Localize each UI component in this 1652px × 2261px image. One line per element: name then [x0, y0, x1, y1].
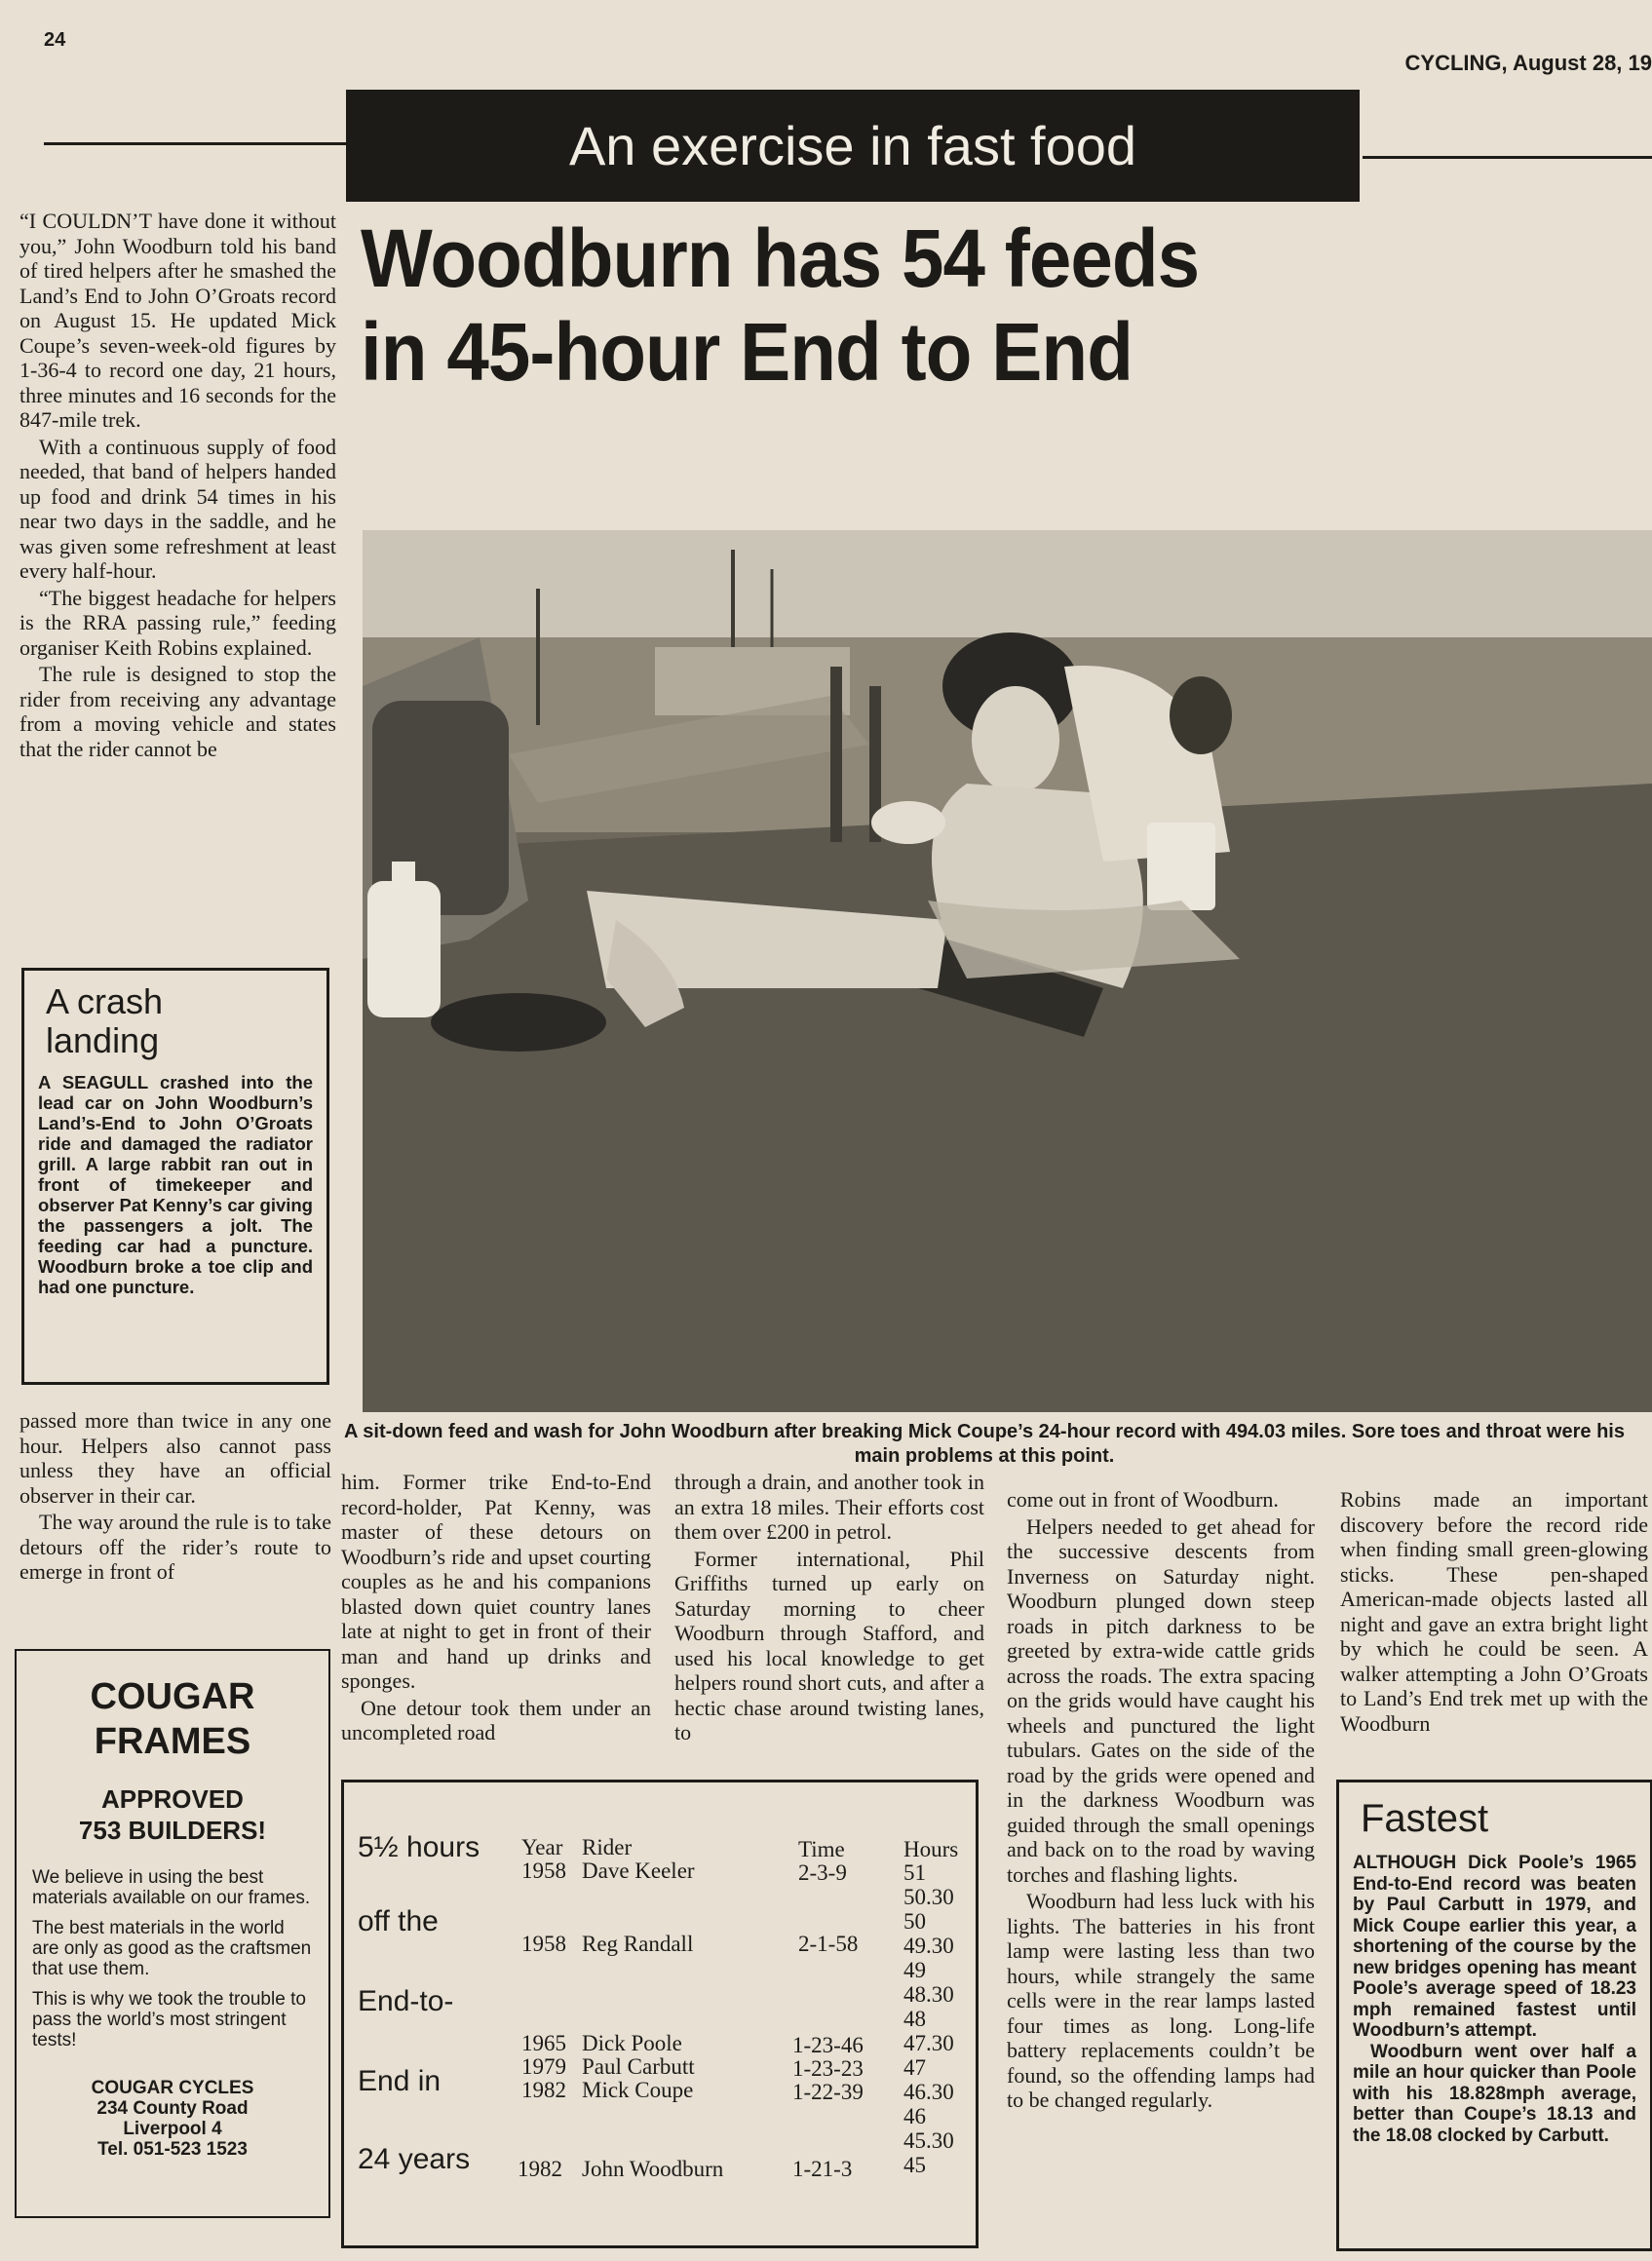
hours-scale-value: 45 [903, 2153, 926, 2177]
advert-paragraph: The best materials in the world are only as good as the craftsmen that use them. [32, 1918, 312, 1979]
intro-paragraph: “The biggest headache for helpers is the RRA passing rule,” feeding organiser Keith Robins explained. [19, 585, 336, 660]
hours-scale-value: 48 [903, 2007, 926, 2031]
body-paragraph: Robins made an important discovery before the record ride when finding small green-glowing sticks. These pen-shaped American-made objects lasted all night and gave an extra bright light by which he could be seen. A walker attempting a John O’Groats to Land’s End trek met up with the Woodburn [1340, 1487, 1648, 1736]
table-cell-time: 1-21-3 [792, 2157, 853, 2181]
table-cell-time: 1-23-46 [792, 2033, 864, 2057]
hours-scale-value: 50 [903, 1909, 926, 1934]
table-header-rider: Rider [582, 1835, 633, 1859]
advert-address-line: Tel. 051-523 1523 [97, 2139, 248, 2160]
table-cell-year: 1982 [518, 2157, 562, 2181]
intro-paragraph: With a continuous supply of food needed, that band of helpers handed up food and drink 54 times in his near two days in the saddle, and he was given some refreshment at least every half-hour. [19, 434, 336, 583]
records-table-box [341, 1780, 979, 2248]
intro-paragraph: “I COULDN’T have done it without you,” John Woodburn told his band of tired helpers after he smashed the Land’s End to John O’Groats record on August 15. He updated Mick Coupe’s seven-week-old figures by 1-36-4 to record one day, 21 hours, three minutes and 16 seconds for the 847-mile trek. [19, 209, 336, 432]
table-header-hours: Hours [903, 1837, 959, 1861]
crash-box-body: A SEAGULL crashed into the lead car on John Woodburn’s Land’s-End to John O’Groats ride and damaged the radiator grill. A large rabbit ran out in front of timekeeper and observer Pat Kenny’s car giving the passengers a jolt. The feeding car had a puncture. Woodburn broke a toe clip and had one puncture. [38, 1072, 313, 1297]
body-paragraph: Former international, Phil Griffiths turned up early on Saturday morning to cheer Woodburn through Stafford, and used his local knowledge to get helpers round short cuts, and after a hectic chase around twisting lanes, to [674, 1546, 984, 1744]
headline-line-2: in 45-hour End to End [361, 305, 1133, 398]
feeding-photo [363, 530, 1652, 1412]
advert-subtitle-line: APPROVED [101, 1784, 244, 1814]
body-column-3 [1007, 1487, 1315, 2115]
body-paragraph: Helpers needed to get ahead for the successive descents from Inverness on Saturday night. Woodburn plunged down steep roads in pitch darkness to be greeted by extra-wide cattle grids across the roads. The extra spacing on the grids would have caught his wheels and punctured the light tubulars. Gates on the side of the road by the grids were opened and in the darkness Woodburn was guided through the small openings and back on to the road by waving torches and flashing lights. [1007, 1514, 1315, 1887]
table-cell-year: 1979 [521, 2054, 566, 2079]
body-paragraph: through a drain, and another took in an extra 18 miles. Their efforts cost them over £200 in petrol. [674, 1470, 984, 1544]
fastest-box-body [1353, 1853, 1636, 2146]
body-column-1 [341, 1470, 651, 1747]
body-paragraph: One detour took them under an uncompleted road [341, 1695, 651, 1744]
hours-scale [903, 1860, 954, 2177]
intro-paragraph: The rule is designed to stop the rider from receiving any advantage from a moving vehicle and states that the rider cannot be [19, 662, 336, 761]
page-number: 24 [44, 29, 66, 51]
hours-scale-value: 47.30 [903, 2031, 954, 2055]
hours-scale-value: 50.30 [903, 1885, 954, 1909]
table-cell-time: 1-23-23 [792, 2056, 864, 2081]
table-cell-rider: Dick Poole [582, 2031, 682, 2055]
body-paragraph: him. Former trike End-to-End record-holder, Pat Kenny, was master of these detours on Woodburn’s ride and upset courting couples as he and his companions blasted down quiet country lanes late at night to get in front of their man and hand up drinks and sponges. [341, 1470, 651, 1693]
kicker-banner: An exercise in fast food [346, 90, 1360, 202]
hours-scale-value: 49 [903, 1958, 926, 1982]
advert-subtitle-line: 753 BUILDERS! [78, 1816, 267, 1845]
crash-box-title [46, 982, 327, 1060]
left-column-continued [19, 1408, 331, 1587]
fastest-paragraph: ALTHOUGH Dick Poole’s 1965 End-to-End record was beaten by Paul Carbutt in 1979, and Mick Coupe earlier this year, a shortening of the course by the new bridges opening has meant Poole’s average speed of 18.23 mph remained fastest until Woodburn’s attempt. [1353, 1853, 1636, 2041]
table-side-text: 24 years [358, 2143, 471, 2175]
fastest-box [1336, 1780, 1652, 2251]
hours-scale-value: 49.30 [903, 1934, 954, 1958]
photo-illustration [363, 530, 1652, 1412]
table-cell-year: 1958 [521, 1859, 566, 1883]
table-cell-time: 1-22-39 [792, 2080, 864, 2104]
crash-box-title-line: A crash [46, 981, 164, 1021]
advert-text [32, 1867, 313, 2050]
table-cell-time: 2-3-9 [798, 1860, 847, 1885]
advert-subtitle [17, 1783, 328, 1846]
intro-column [19, 209, 336, 763]
table-cell-year: 1965 [521, 2031, 566, 2055]
advert-address-line: 234 County Road [96, 2098, 249, 2119]
headline [361, 212, 1539, 400]
advert-address [17, 2078, 328, 2160]
hours-scale-value: 45.30 [903, 2128, 954, 2153]
advert-brand-line: FRAMES [94, 1721, 251, 1762]
photo-caption: A sit-down feed and wash for John Woodburn after breaking Mick Coupe’s 24-hour record with 494.03 miles. Sore toes and throat were his main problems at this point. [344, 1421, 1625, 1467]
table-side-text: End in [358, 2065, 442, 2097]
body-paragraph: Woodburn had less luck with his lights. The batteries in his front lamp were lasting less than two hours, while strangely the same cells were in the rear lamps lasted four times as long. Long-life battery replacements couldn’t be found, so the offending lamps had to be changed regularly. [1007, 1889, 1315, 2112]
cougar-frames-advert [15, 1649, 330, 2218]
table-cell-rider: Paul Carbutt [582, 2054, 695, 2079]
advert-brand-line: COUGAR [90, 1676, 255, 1717]
table-header-year: Year [521, 1835, 563, 1859]
body-paragraph: The way around the rule is to take detours off the rider’s route to emerge in front of [19, 1510, 331, 1584]
advert-address-line: Liverpool 4 [123, 2119, 222, 2139]
dateline: CYCLING, August 28, 19 [1404, 51, 1652, 75]
header-rule-left [44, 142, 346, 145]
table-cell-rider: John Woodburn [582, 2157, 724, 2181]
table-cell-time: 2-1-58 [798, 1932, 859, 1956]
hours-scale-value: 46.30 [903, 2080, 954, 2104]
body-column-2 [674, 1470, 984, 1747]
advert-paragraph: We believe in using the best materials available on our frames. [32, 1867, 311, 1908]
crash-box-title-line: landing [46, 1020, 160, 1060]
headline-line-1: Woodburn has 54 feeds [361, 212, 1200, 304]
table-side-text: End-to- [358, 1985, 454, 2017]
table-cell-rider: Dave Keeler [582, 1859, 695, 1883]
hours-scale-value: 48.30 [903, 1982, 954, 2007]
header-rule-right [1363, 156, 1652, 159]
table-side-text: 5½ hours [358, 1831, 480, 1863]
body-paragraph: come out in front of Woodburn. [1007, 1487, 1279, 1512]
crash-landing-box [21, 968, 329, 1385]
hours-scale-value: 46 [903, 2104, 926, 2128]
table-side-text: off the [358, 1905, 439, 1937]
fastest-paragraph: Woodburn went over half a mile an hour quicker than Poole with his 18.828mph average, better than Coupe’s 18.13 and the 18.08 clocked by Carbutt. [1353, 2041, 1636, 2146]
advert-paragraph: This is why we took the trouble to pass the world’s most stringent tests! [32, 1989, 306, 2050]
body-paragraph: passed more than twice in any one hour. Helpers also cannot pass unless they have an official observer in their car. [19, 1408, 331, 1508]
table-cell-rider: Reg Randall [582, 1932, 694, 1956]
hours-scale-value: 47 [903, 2055, 926, 2080]
advert-brand [17, 1674, 328, 1764]
table-cell-rider: Mick Coupe [582, 2078, 694, 2102]
table-header-time: Time [798, 1837, 845, 1861]
advert-address-line: COUGAR CYCLES [91, 2078, 254, 2098]
body-column-4 [1340, 1487, 1648, 1738]
table-cell-year: 1982 [521, 2078, 566, 2102]
table-cell-year: 1958 [521, 1932, 566, 1956]
hours-scale-value: 51 [903, 1860, 926, 1885]
fastest-box-title: Fastest [1361, 1797, 1489, 1840]
